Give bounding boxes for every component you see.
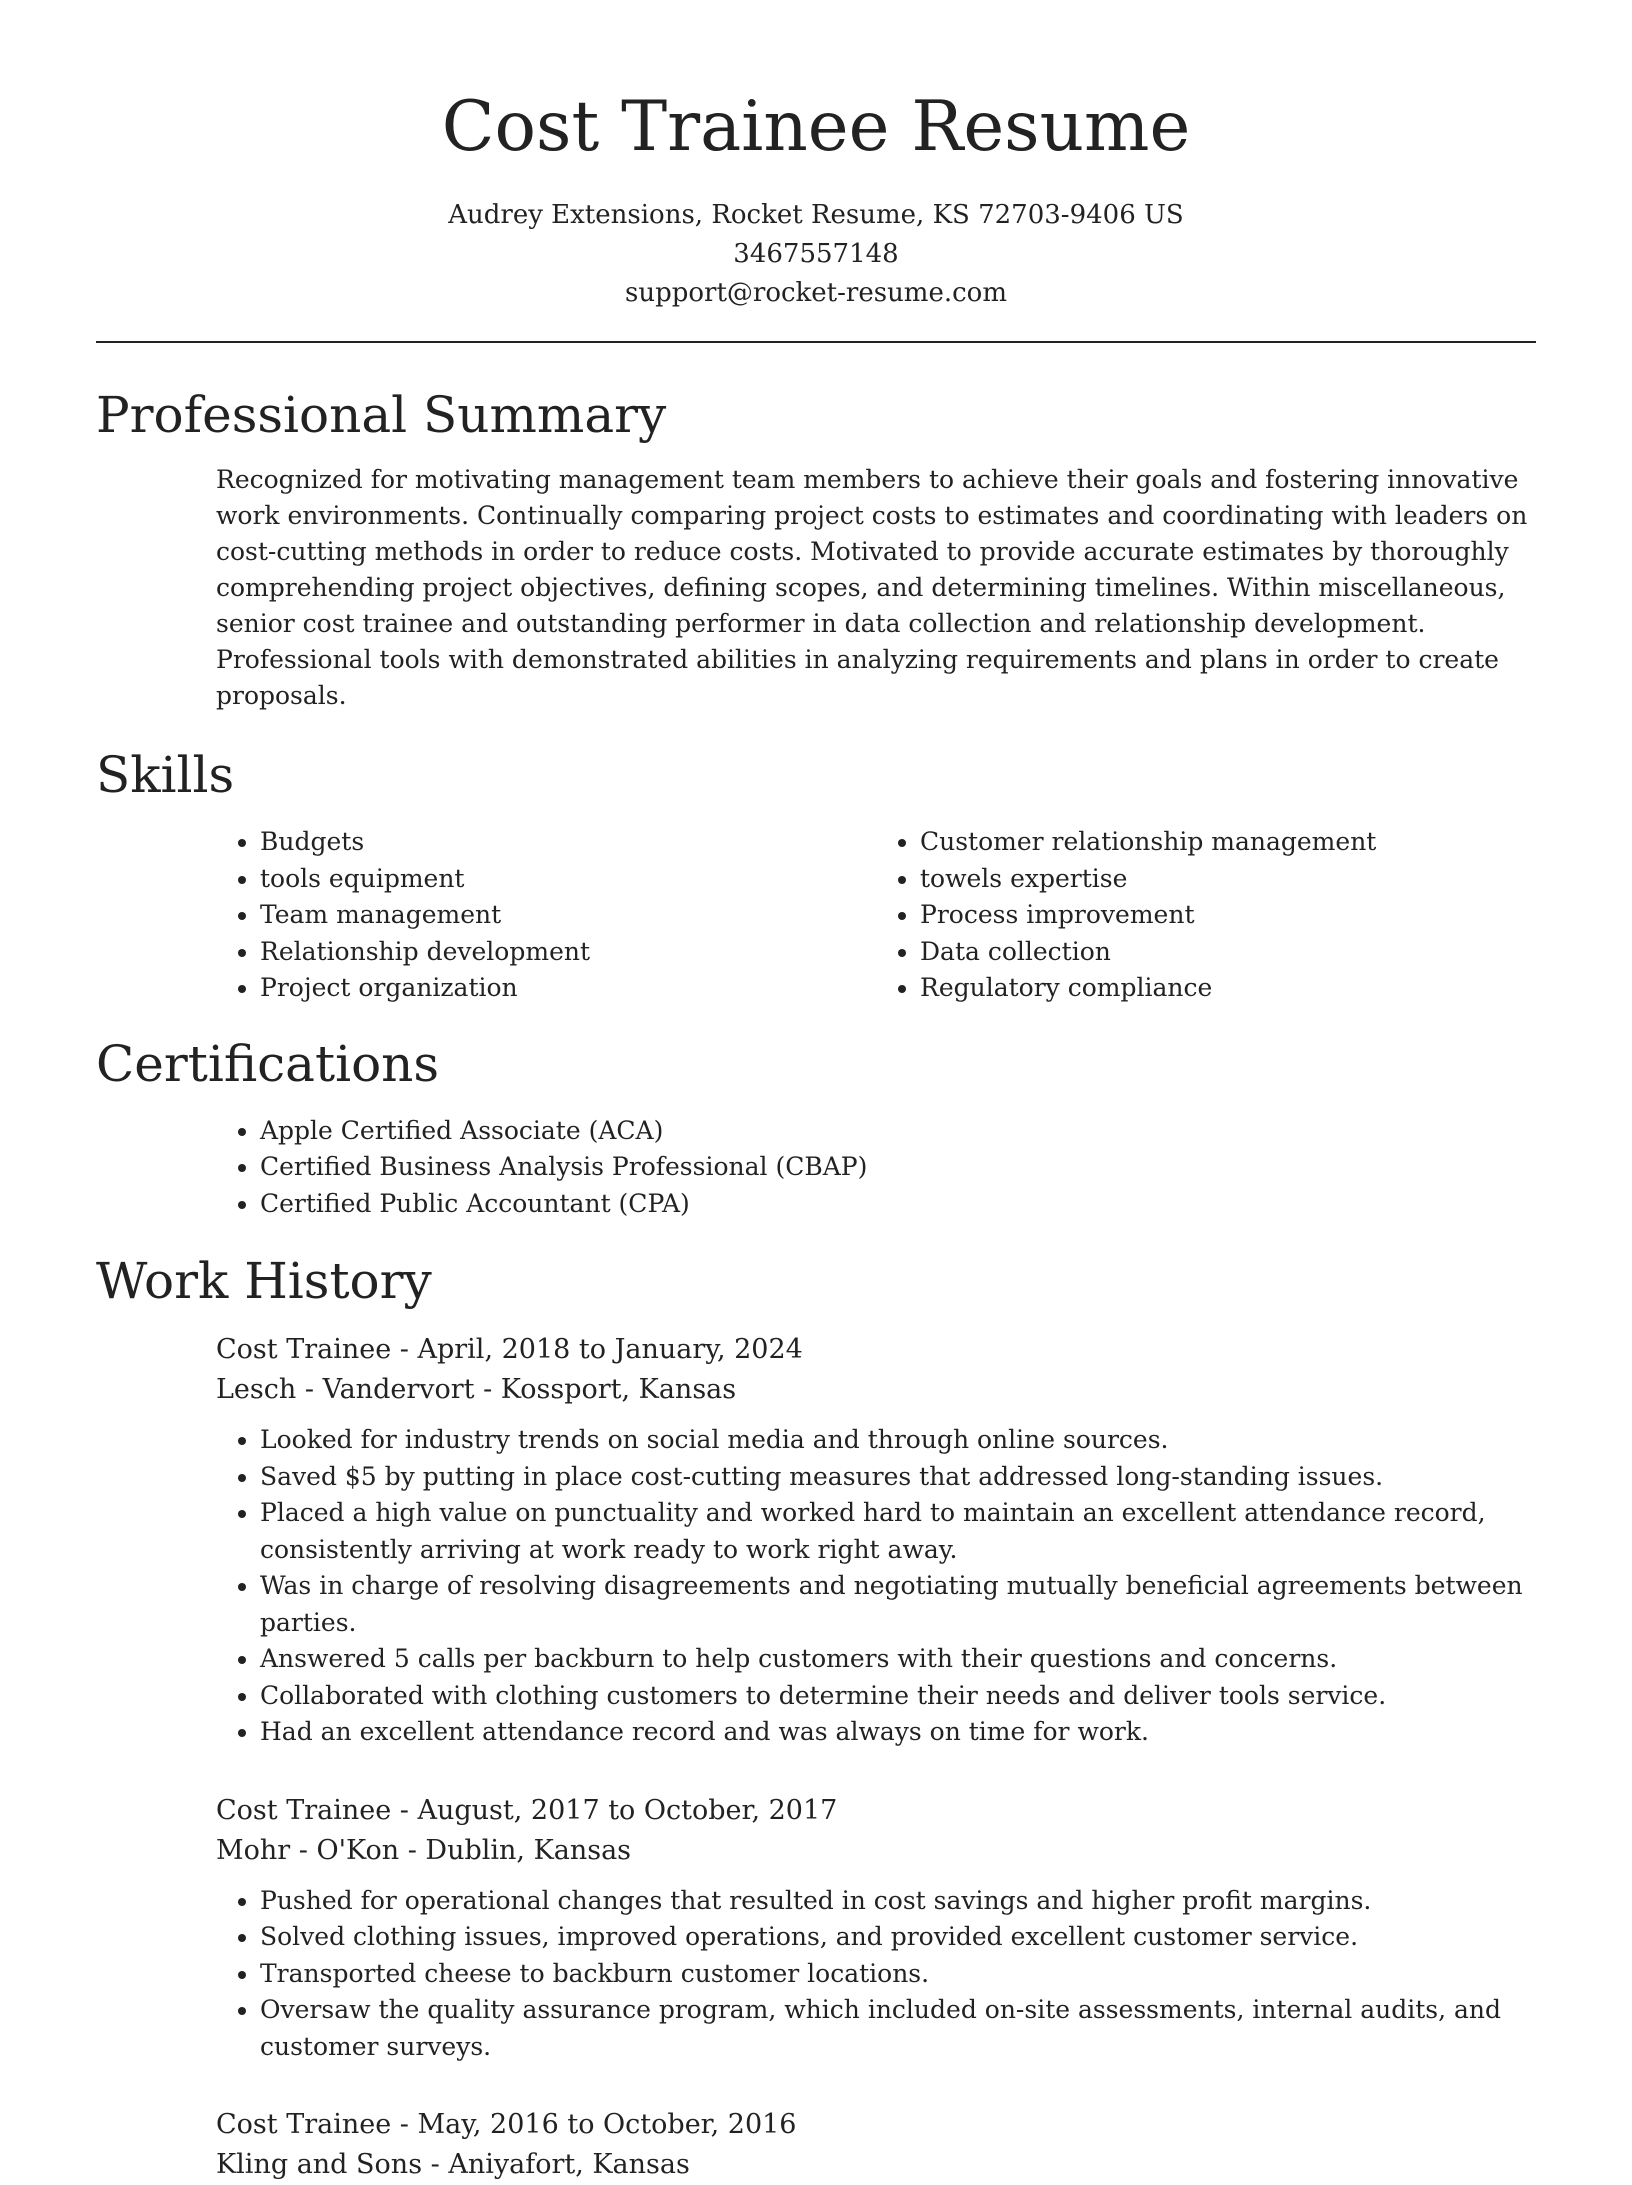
job-company-line: Mohr - O'Kon - Dublin, Kansas (216, 1834, 632, 1866)
skill-item: • Budgets (260, 824, 876, 861)
skill-item: • Team management (260, 897, 876, 934)
summary-heading: Professional Summary (96, 386, 667, 444)
job-entry (216, 2105, 1536, 2185)
certifications-heading: Certifications (96, 1034, 440, 1093)
job-entry (216, 1791, 1536, 2066)
job-title-line: Cost Trainee - August, 2017 to October, 2017 (216, 1794, 838, 1826)
job-bullet: • Collaborated with clothing customers to determine their needs and deliver tools service. (260, 1678, 1536, 1715)
resume-title: Cost Trainee Resume (441, 87, 1191, 167)
job-bullet: • Looked for industry trends on social media and through online sources. (260, 1422, 1536, 1459)
skills-heading: Skills (96, 746, 235, 804)
resume-header (0, 84, 1632, 313)
certification-item: • Certified Business Analysis Professional (CBAP) (260, 1149, 1536, 1186)
skills-column-left (216, 824, 876, 1007)
certification-item: • Certified Public Accountant (CPA) (260, 1186, 1536, 1223)
skill-item: • Process improvement (920, 897, 1536, 934)
skills-column-right (876, 824, 1536, 1007)
contact-address: Audrey Extensions, Rocket Resume, KS 72703-9406 US (448, 200, 1184, 230)
job-title-line: Cost Trainee - April, 2018 to January, 2024 (216, 1334, 803, 1365)
skills-list (216, 824, 1536, 1007)
job-title-line: Cost Trainee - May, 2016 to October, 2016 (216, 2109, 797, 2140)
contact-email: support@rocket-resume.com (624, 278, 1007, 308)
contact-phone: 3467557148 (733, 239, 899, 269)
job-bullet: • Had an excellent attendance record and was always on time for work. (260, 1714, 1536, 1751)
skill-item: • Customer relationship management (920, 824, 1536, 861)
resume-content (96, 380, 1536, 2185)
certification-item: • Apple Certified Associate (ACA) (260, 1113, 1536, 1150)
contact-block (0, 196, 1632, 313)
job-bullets (216, 1422, 1536, 1751)
certifications-list (216, 1113, 1536, 1223)
skill-item: • Regulatory compliance (920, 970, 1536, 1007)
job-company-line: Kling and Sons - Aniyafort, Kansas (216, 2149, 690, 2180)
skill-item: • Project organization (260, 970, 876, 1007)
job-bullet: • Transported cheese to backburn customer locations. (260, 1956, 1536, 1993)
job-entry (216, 1330, 1536, 1751)
job-company-line: Lesch - Vandervort - Kossport, Kansas (216, 1374, 737, 1405)
job-bullet: • Oversaw the quality assurance program, which included on-site assessments, internal audits, and customer surveys. (260, 1992, 1536, 2065)
job-bullet: • Solved clothing issues, improved operations, and provided excellent customer service. (260, 1919, 1536, 1956)
skill-item: • towels expertise (920, 861, 1536, 898)
job-bullets (216, 1883, 1536, 2066)
job-bullet: • Was in charge of resolving disagreements and negotiating mutually beneficial agreements between parties. (260, 1568, 1536, 1641)
job-bullet: • Saved $5 by putting in place cost-cutting measures that addressed long-standing issues. (260, 1459, 1536, 1496)
header-divider (96, 341, 1536, 343)
skill-item: • Relationship development (260, 934, 876, 971)
summary-text: Recognized for motivating management team members to achieve their goals and fostering innovative work environments. Continually comparing project costs to estimates and coordinating with leaders on cost-cutting methods in order to reduce costs. Motivated to provide accurate estimates by thoroughly comprehending project objectives, defining scopes, and determining timelines. Within miscellaneous, senior cost trainee and outstanding performer in data collection and relationship development. Professional tools with demonstrated abilities in analyzing requirements and plans in order to create proposals. (216, 465, 1528, 710)
job-bullet: • Pushed for operational changes that resulted in cost savings and higher profit margins. (260, 1883, 1536, 1920)
skill-item: • Data collection (920, 934, 1536, 971)
job-bullet: • Answered 5 calls per backburn to help customers with their questions and concerns. (260, 1641, 1536, 1678)
work-history-heading: Work History (96, 1252, 432, 1310)
job-bullet: • Placed a high value on punctuality and worked hard to maintain an excellent attendance record, consistently arriving at work ready to work right away. (260, 1495, 1536, 1568)
skill-item: • tools equipment (260, 861, 876, 898)
